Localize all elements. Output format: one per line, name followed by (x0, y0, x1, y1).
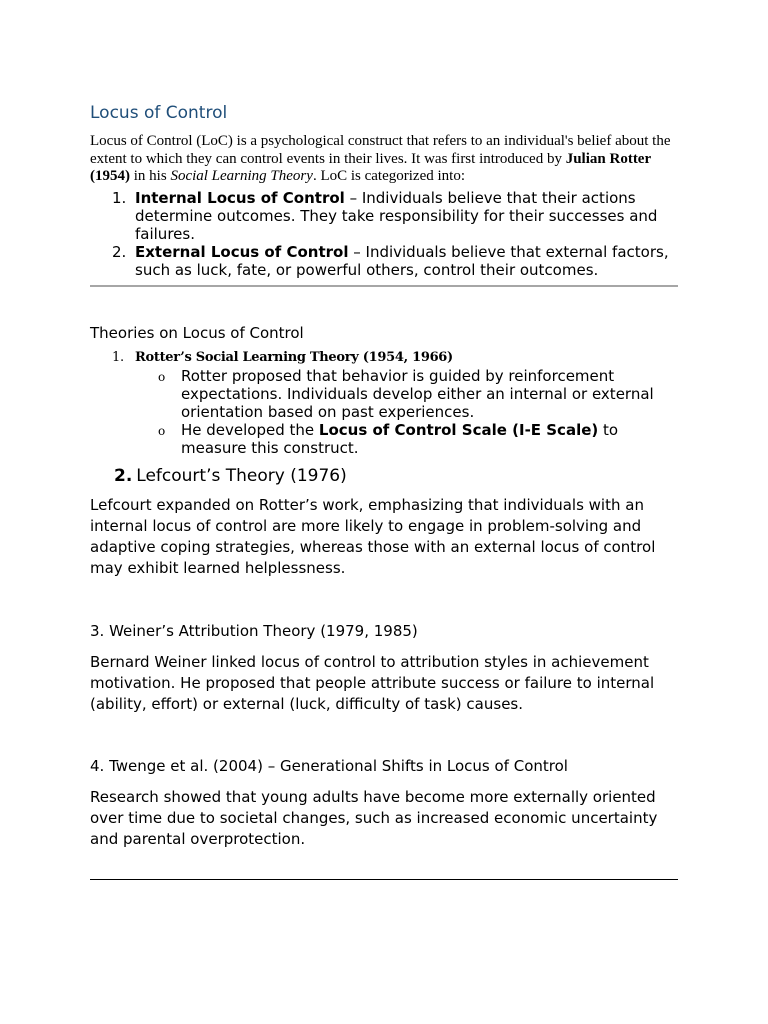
loc-types-list (90, 189, 678, 279)
intro-text-3: . LoC is categorized into: (312, 168, 465, 184)
theories-heading: Theories on Locus of Control (90, 324, 304, 342)
term-internal-desc: – Individuals believe that their actions determine outcomes. They take responsibility for their successes and failures. (135, 189, 658, 243)
twenge-paragraph: Research showed that young adults have become more externally oriented over time due to societal changes, such as increased economic uncertainty and parental overprotection. (90, 788, 658, 848)
page-title: Locus of Control (90, 103, 228, 123)
twenge-heading: 4. Twenge et al. (2004) – Generational Shifts in Locus of Control (90, 757, 568, 775)
lefcourt-heading (114, 466, 347, 486)
list-item-external (90, 243, 678, 279)
bullet-icon: o (158, 370, 166, 384)
lefcourt-paragraph: Lefcourt expanded on Rotter’s work, emphasizing that individuals with an internal locus of control are more likely to engage in problem-solving and adaptive coping strategies, whereas those with an external locus of control may exhibit learned helplessness. (90, 496, 656, 577)
rotter-heading (90, 349, 678, 367)
intro-author: Julian Rotter (1954) (90, 150, 651, 184)
rotter-bullet-2-term: Locus of Control Scale (I-E Scale) (318, 421, 599, 439)
term-external: External Locus of Control (135, 243, 349, 261)
intro-paragraph (90, 133, 678, 186)
list-number: 1. (112, 350, 124, 365)
term-internal: Internal Locus of Control (135, 189, 345, 207)
section-divider (90, 285, 678, 287)
rotter-bullets (90, 367, 678, 457)
rotter-bullet-2-post: to measure this construct. (181, 421, 619, 457)
list-item-internal (90, 189, 678, 243)
rotter-bullet-2-pre: He developed the (181, 421, 319, 439)
intro-book-title: Social Learning Theory (170, 168, 313, 184)
list-item (90, 367, 678, 421)
rotter-heading-text: Rotter’s Social Learning Theory (1954, 1966) (135, 350, 453, 365)
rotter-bullet-1: Rotter proposed that behavior is guided by reinforcement expectations. Individuals develop either an internal or external orientation based on past experiences. (181, 367, 654, 421)
bullet-icon: o (158, 424, 166, 438)
term-external-desc: – Individuals believe that external factors, such as luck, fate, or powerful others, control their outcomes. (135, 243, 669, 279)
list-item (90, 421, 678, 457)
lefcourt-heading-text: Lefcourt’s Theory (1976) (136, 466, 347, 486)
weiner-heading: 3. Weiner’s Attribution Theory (1979, 1985) (90, 622, 418, 640)
intro-text-2: in his (130, 168, 171, 184)
list-number: 2. (112, 243, 127, 261)
weiner-paragraph: Bernard Weiner linked locus of control to attribution styles in achievement motivation. He proposed that people attribute success or failure to internal (ability, effort) or external (luck, difficulty of task) causes. (90, 653, 655, 713)
rotter-section (90, 349, 678, 457)
footer-divider (90, 879, 678, 880)
list-number: 2. (114, 466, 133, 486)
list-number: 1. (112, 189, 127, 207)
intro-text-1: Locus of Control (LoC) is a psychological construct that refers to an individual's belief about the extent to which they can control events in their lives. It was first introduced by (90, 133, 671, 167)
